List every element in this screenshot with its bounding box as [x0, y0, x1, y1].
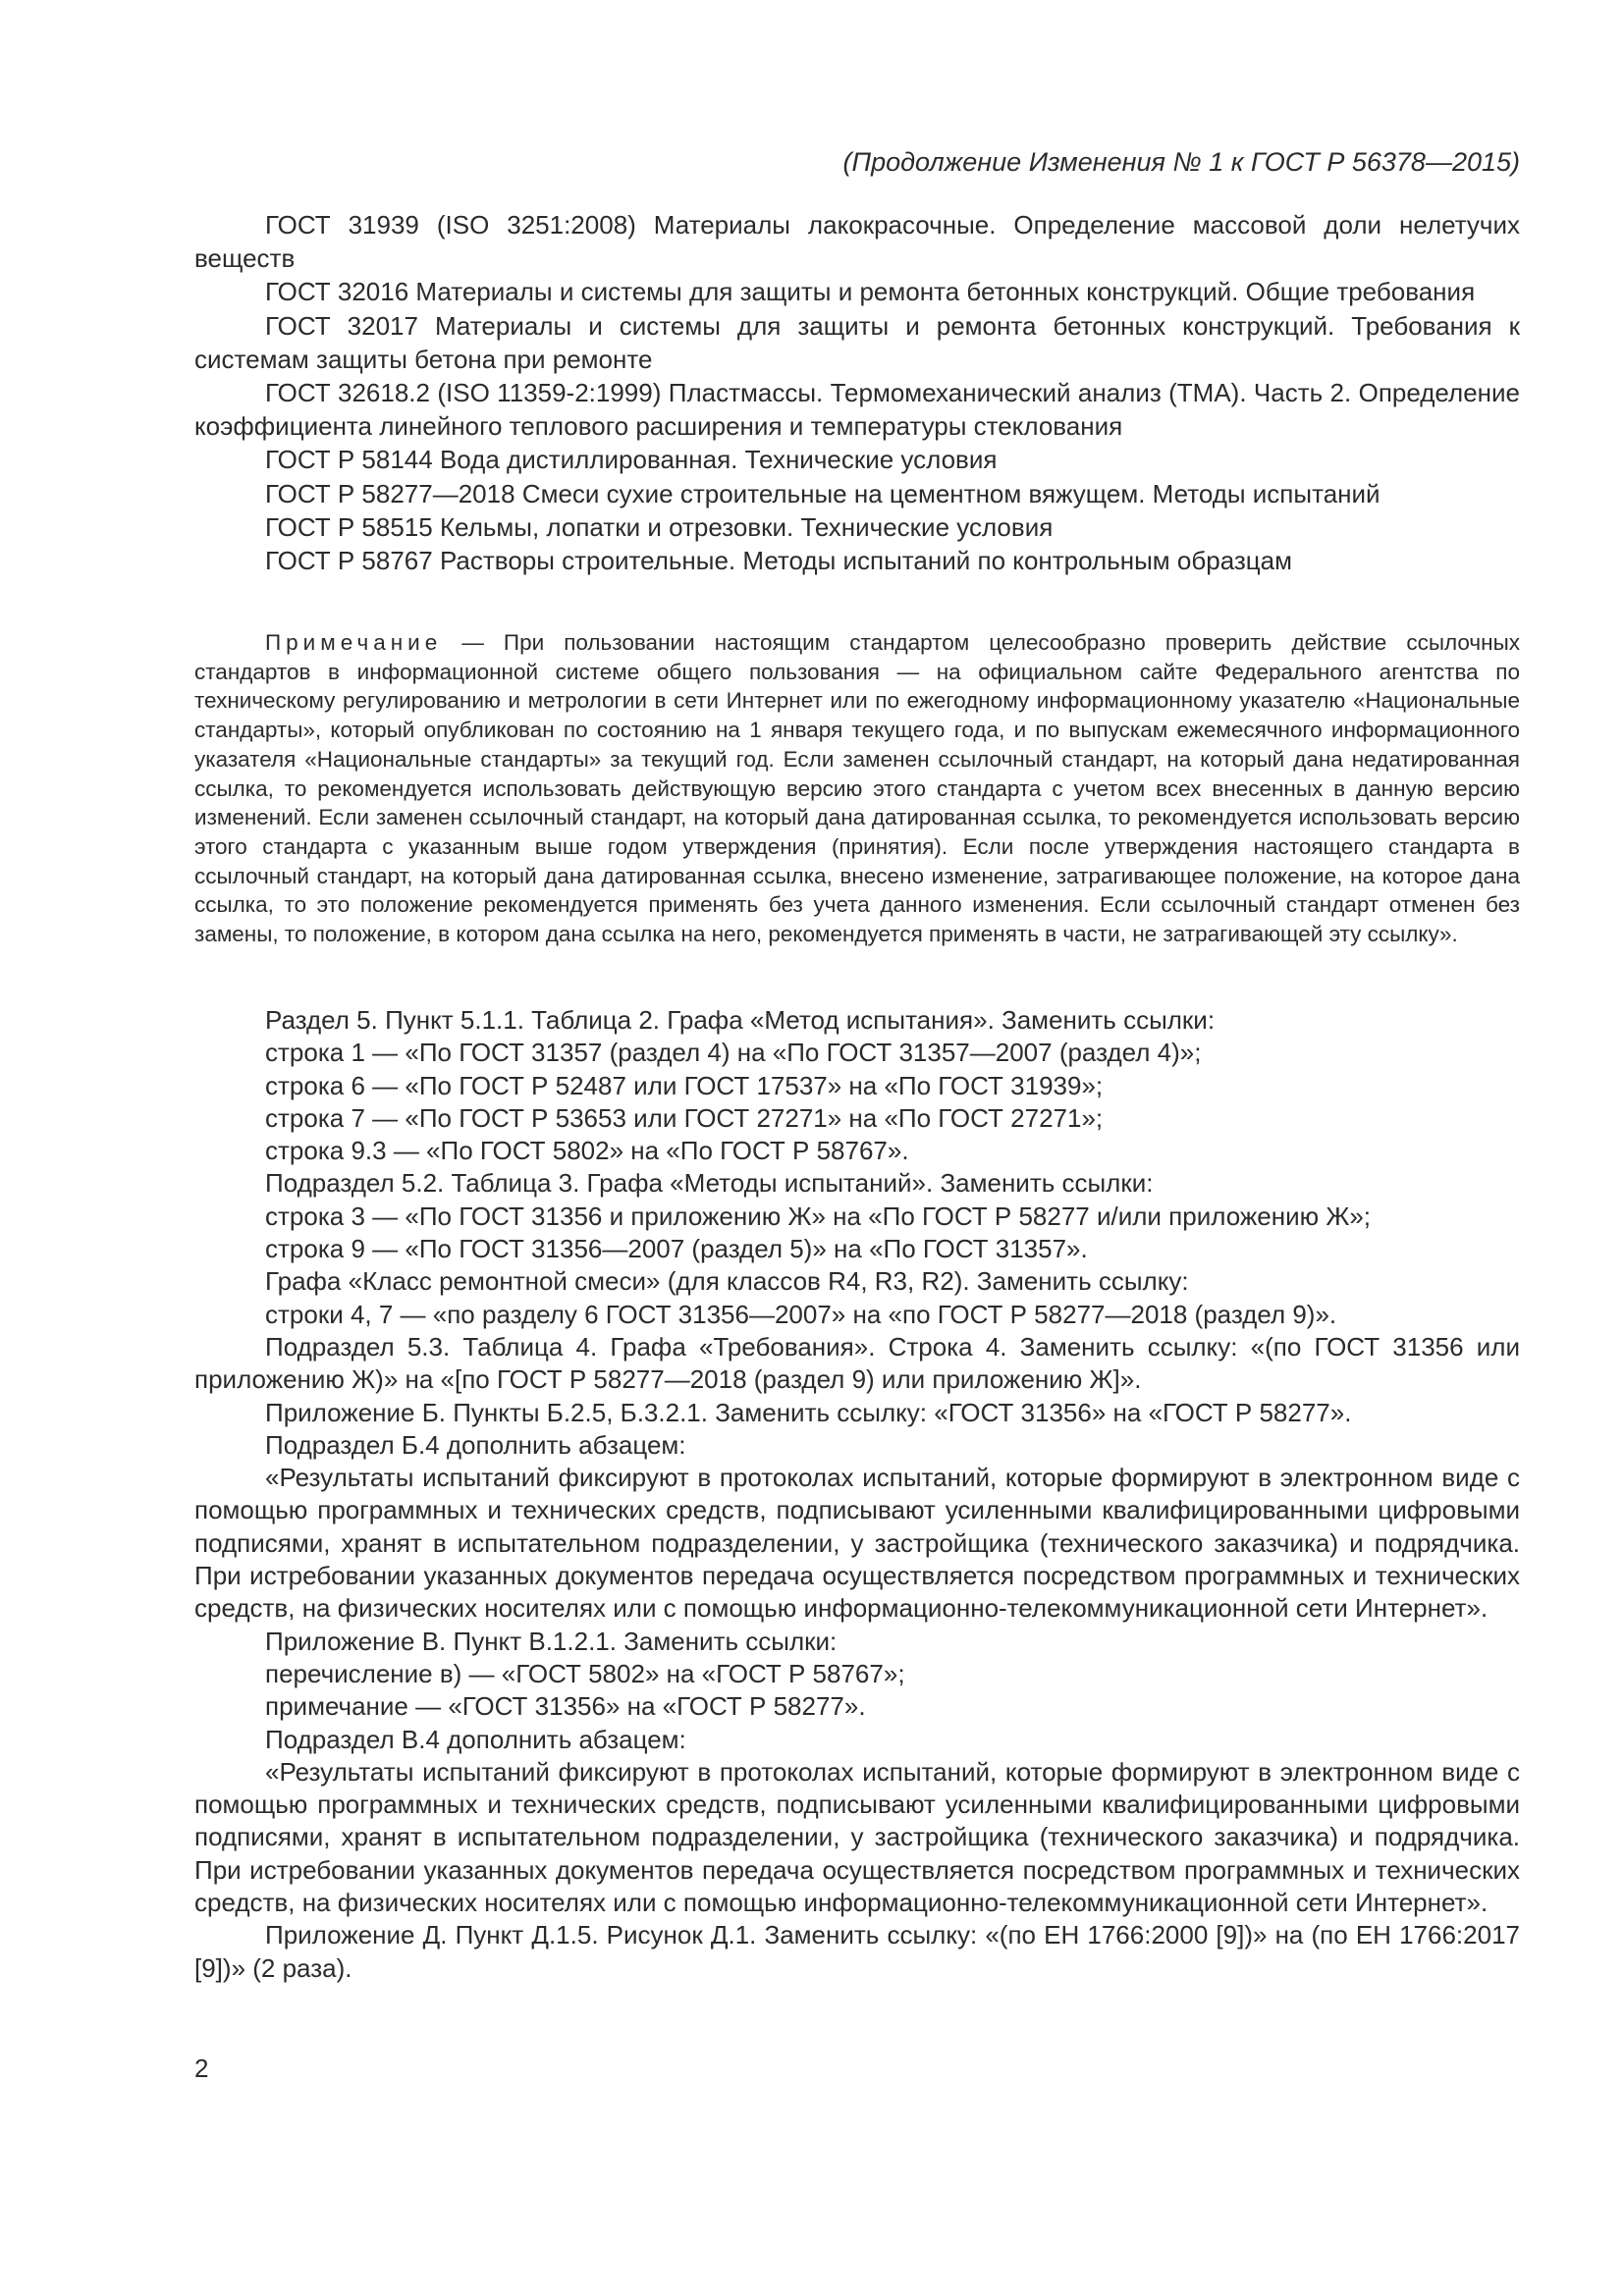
note-label: Примечание — [265, 630, 443, 655]
body-paragraph: «Результаты испытаний фиксируют в протоколах испытаний, которые формируют в электронном виде с помощью программных и технических средств, подписывают усиленными квалифицированными цифровыми подписями, хранят в испытательном подразделении, у застройщика (технического заказчика) и подрядчика. При истребовании указанных документов передача осуществляется посредством программных и технических средств, на физических носителях или с помощью информационно-телекоммуникационной сети Интернет». — [194, 1756, 1520, 1918]
reference-item: ГОСТ 32016 Материалы и системы для защиты и ремонта бетонных конструкций. Общие требования — [265, 277, 1476, 307]
body-paragraph: строка 9 — «По ГОСТ 31356—2007 (раздел 5)» на «По ГОСТ 31357». — [265, 1234, 1088, 1264]
reference-item: ГОСТ Р 58515 Кельмы, лопатки и отрезовки. Технические условия — [265, 511, 1054, 542]
body-paragraph: строка 1 — «По ГОСТ 31357 (раздел 4) на «По ГОСТ 31357—2007 (раздел 4)»; — [265, 1038, 1202, 1068]
body-paragraph: перечисление в) — «ГОСТ 5802» на «ГОСТ Р 58767»; — [265, 1658, 905, 1688]
note-text: — При пользовании настоящим стандартом целесообразно проверить действие ссылочных стандартов в информационной системе общего пользования — на официальном сайте Федерального агентства по техническому регулированию и метрологии в сети Интернет или по ежегодному информационному указателю «Национальные стандарты», который опубликован по состоянию на 1 января текущего года, и по выпускам ежемесячного информационного указателя «Национальные стандарты» за текущий год. Если заменен ссылочный стандарт, на который дана недатированная ссылка, то рекомендуется использовать действующую версию этого стандарта с учетом всех внесенных в данную версию изменений. Если заменен ссылочный стандарт, на который дана датированная ссылка, то рекомендуется использовать версию этого стандарта с указанным выше годом утверждения (принятия). Если после утверждения настоящего стандарта в ссылочный стандарт, на который дана датированная ссылка, внесено изменение, затрагивающее положение, на которое дана ссылка, то это положение рекомендуется применять без учета данного изменения. Если ссылочный стандарт отменен без замены, то положение, в котором дана ссылка на него, рекомендуется применять в части, не затрагивающей эту ссылку». — [194, 630, 1520, 947]
reference-item: ГОСТ 32618.2 (ISO 11359-2:1999) Пластмассы. Термомеханический анализ (ТМА). Часть 2. Определение коэффициента линейного теплового расширения и температуры стеклования — [194, 378, 1520, 442]
body-paragraph: Приложение Б. Пункты Б.2.5, Б.3.2.1. Заменить ссылку: «ГОСТ 31356» на «ГОСТ Р 58277». — [265, 1397, 1352, 1427]
body-paragraph: Приложение Д. Пункт Д.1.5. Рисунок Д.1. Заменить ссылку: «(по ЕН 1766:2000 [9])» на (по ЕН 1766:2017 [9])» (2 раза). — [194, 1920, 1520, 1983]
body-paragraph: Графа «Класс ремонтной смеси» (для классов R4, R3, R2). Заменить ссылку: — [265, 1266, 1189, 1297]
body-paragraph: Подраздел 5.3. Таблица 4. Графа «Требования». Строка 4. Заменить ссылку: «(по ГОСТ 31356 или приложению Ж)» на «[по ГОСТ Р 58277—2018 (раздел 9) или приложению Ж]». — [194, 1331, 1520, 1395]
body-paragraph: строка 7 — «По ГОСТ Р 53653 или ГОСТ 27271» на «По ГОСТ 27271»; — [265, 1102, 1104, 1133]
body-paragraph: строка 6 — «По ГОСТ Р 52487 или ГОСТ 17537» на «По ГОСТ 31939»; — [265, 1070, 1104, 1100]
references-list — [194, 208, 1520, 577]
page-header: (Продолжение Изменения № 1 к ГОСТ Р 56378—2015) — [842, 147, 1520, 177]
body-paragraph: Подраздел В.4 дополнить абзацем: — [265, 1724, 686, 1754]
reference-item: ГОСТ 31939 (ISO 3251:2008) Материалы лакокрасочные. Определение массовой доли нелетучих веществ — [194, 210, 1520, 274]
body-paragraph: Подраздел Б.4 дополнить абзацем: — [265, 1429, 686, 1460]
body-paragraph: Приложение В. Пункт В.1.2.1. Заменить ссылки: — [265, 1626, 838, 1656]
body-paragraph: строки 4, 7 — «по разделу 6 ГОСТ 31356—2007» на «по ГОСТ Р 58277—2018 (раздел 9)». — [265, 1299, 1337, 1329]
amendment-body — [194, 1004, 1520, 1985]
body-paragraph: примечание — «ГОСТ 31356» на «ГОСТ Р 58277». — [265, 1691, 866, 1722]
body-paragraph: Раздел 5. Пункт 5.1.1. Таблица 2. Графа «Метод испытания». Заменить ссылки: — [265, 1005, 1216, 1035]
note-block — [194, 628, 1520, 949]
note-paragraph — [194, 628, 1520, 949]
body-paragraph: строка 3 — «По ГОСТ 31356 и приложению Ж» на «По ГОСТ Р 58277 и/или приложению Ж»; — [265, 1201, 1372, 1231]
reference-item: ГОСТ Р 58767 Растворы строительные. Методы испытаний по контрольным образцам — [265, 546, 1293, 576]
body-paragraph: Подраздел 5.2. Таблица 3. Графа «Методы испытаний». Заменить ссылки: — [265, 1168, 1154, 1199]
reference-item: ГОСТ Р 58144 Вода дистиллированная. Технические условия — [265, 445, 998, 475]
body-paragraph: «Результаты испытаний фиксируют в протоколах испытаний, которые формируют в электронном виде с помощью программных и технических средств, подписывают усиленными квалифицированными цифровыми подписями, хранят в испытательном подразделении, у застройщика (технического заказчика) и подрядчика. При истребовании указанных документов передача осуществляется посредством программных и технических средств, на физических носителях или с помощью информационно-телекоммуникационной сети Интернет». — [194, 1463, 1520, 1624]
page-number: 2 — [194, 2054, 209, 2083]
body-paragraph: строка 9.3 — «По ГОСТ 5802» на «По ГОСТ Р 58767». — [265, 1136, 909, 1166]
reference-item: ГОСТ Р 58277—2018 Смеси сухие строительные на цементном вяжущем. Методы испытаний — [265, 478, 1380, 508]
reference-item: ГОСТ 32017 Материалы и системы для защиты и ремонта бетонных конструкций. Требования к системам защиты бетона при ремонте — [194, 310, 1520, 374]
